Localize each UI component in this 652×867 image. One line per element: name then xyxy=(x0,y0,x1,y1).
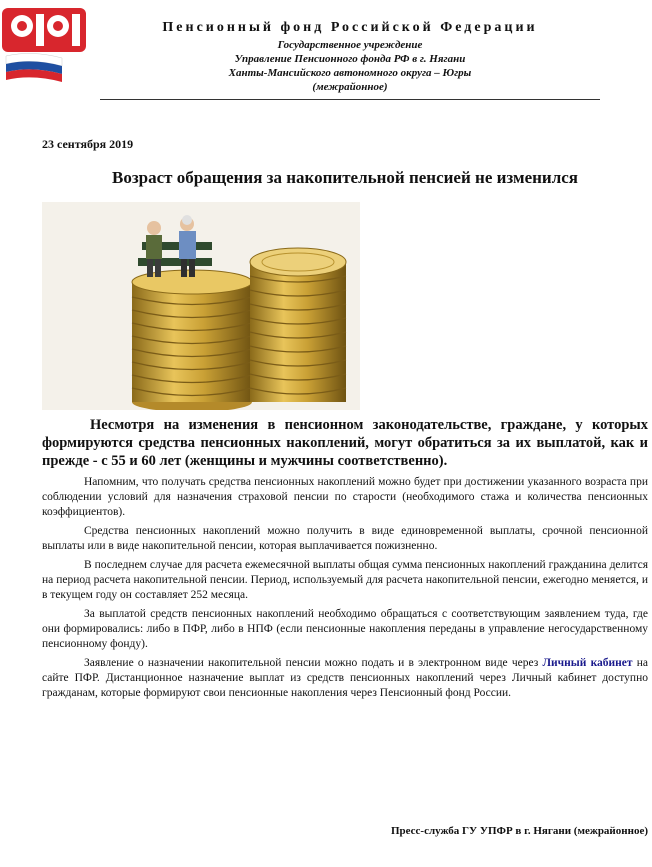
personal-account-link[interactable]: Личный кабинет xyxy=(542,657,633,669)
lead-paragraph: Несмотря на изменения в пенсионном законодательстве, граждане, у которых формируются средства пенсионных накоплений, могут обратиться за их выплатой, как и прежде - с 55 и 60 лет (женщины и мужчины соответственно). xyxy=(42,417,648,469)
header-line-3: Ханты-Мансийского автономного округа – Югры xyxy=(228,67,472,79)
paragraph-4: За выплатой средств пенсионных накоплений необходимо обращаться с соответствующим заявлением туда, где они формировались: либо в ПФР, либо в НПФ (если пенсионные накопления переданы в управление негосударственному пенсионному фонду). xyxy=(42,608,648,650)
header-divider xyxy=(100,99,600,100)
paragraph-2: Средства пенсионных накоплений можно получить в виде единовременной выплаты, срочной пенсионной выплаты или в виде накопительной пенсии, которая выплачивается пожизненно. xyxy=(42,525,648,552)
org-name: Пенсионный фонд Российской Федерации xyxy=(162,20,538,35)
paragraph-5 xyxy=(42,656,648,701)
paragraph-5-end: на сайте ПФР. Дистанционное назначение выплат из средств пенсионных накоплений через Личный кабинет доступно гражданам, которые формируют свои пенсионные накопления через Пенсионный фонд России. xyxy=(42,657,649,699)
article-date: 23 сентября 2019 xyxy=(42,137,134,151)
article-body xyxy=(42,416,648,705)
paragraph-5-start: Заявление о назначении накопительной пенсии можно подать и в электронном виде через xyxy=(84,657,539,669)
header-line-4: (межрайонное) xyxy=(312,81,388,93)
pfr-logo xyxy=(2,4,86,84)
article-title: Возраст обращения за накопительной пенсией не изменился xyxy=(112,168,578,187)
header-line-1: Государственное учреждение xyxy=(277,39,423,51)
paragraph-3: В последнем случае для расчета ежемесячной выплаты общая сумма пенсионных накоплений гражданина делится на период расчета накопительной пенсии. Период, используемый для расчета накопительной пенсии, ежегодно меняется, и в текущем году он составляет 252 месяца. xyxy=(42,559,648,601)
letterhead xyxy=(130,20,570,94)
coins-photo xyxy=(42,202,360,410)
press-service-signature: Пресс-служба ГУ УПФР в г. Нягани (межрайонное) xyxy=(390,825,648,837)
header-line-2: Управление Пенсионного фонда РФ в г. Нягани xyxy=(234,53,466,65)
paragraph-1: Напомним, что получать средства пенсионных накоплений можно будет при достижении указанного возраста при соблюдении условий для назначения страховой пенсии по старости (необходимого стажа и количества пенсионных коэффициентов). xyxy=(42,476,648,518)
